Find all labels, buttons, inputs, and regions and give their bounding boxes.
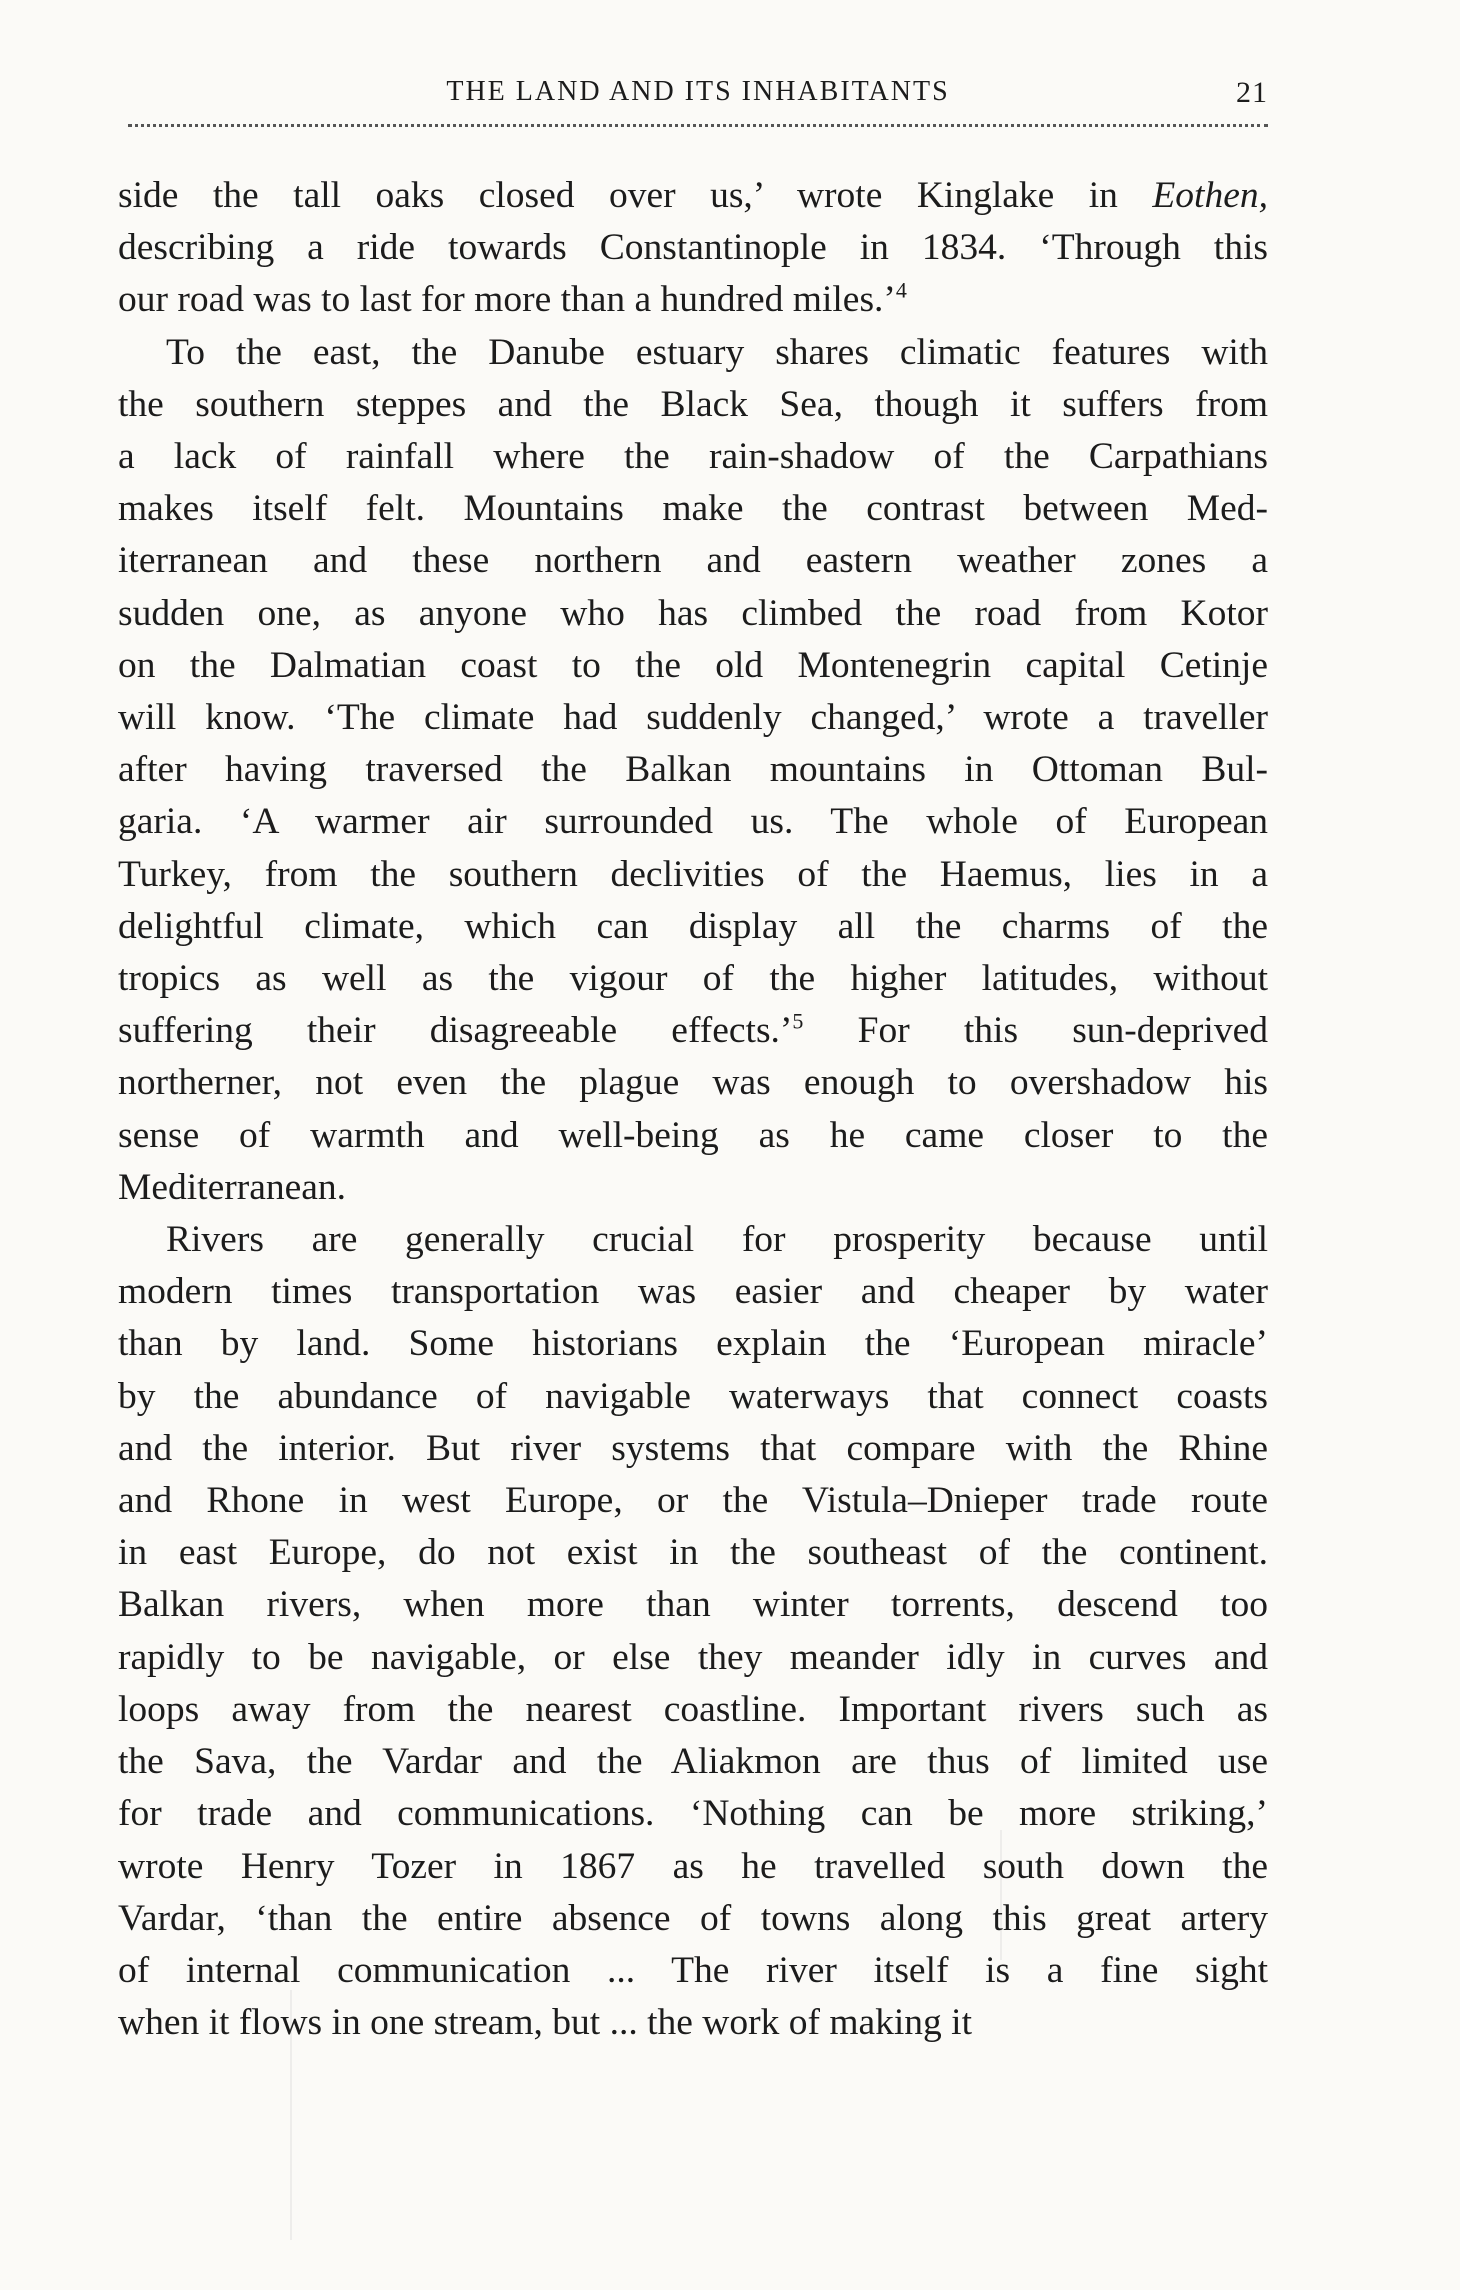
- line-text: loops away from the nearest coastline. Important rivers such as: [118, 1688, 1268, 1730]
- text-line: [118, 744, 1268, 796]
- line-text: Mediterranean.: [118, 1166, 347, 1208]
- line-text: on the Dalmatian coast to the old Montenegrin capital Cetinje: [118, 644, 1268, 686]
- text-line: [118, 1893, 1268, 1945]
- line-text: To the east, the Danube estuary shares climatic features with: [166, 331, 1268, 373]
- text-line: [118, 1736, 1268, 1788]
- line-text: northerner, not even the plague was enough to overshadow his: [118, 1062, 1268, 1104]
- running-title: THE LAND AND ITS INHABITANTS: [446, 76, 950, 107]
- paragraph: [118, 1214, 1268, 2049]
- text-line: [118, 222, 1268, 274]
- text-line: [118, 901, 1268, 953]
- text-line: [118, 1371, 1268, 1423]
- paragraph: [118, 170, 1268, 327]
- line-text: and the interior. But river systems that compare with the Rhine: [118, 1427, 1268, 1469]
- text-line: [118, 1057, 1268, 1109]
- line-text: sudden one, as anyone who has climbed the road from Kotor: [118, 592, 1268, 634]
- running-head: [128, 72, 1268, 116]
- text-line: [118, 1423, 1268, 1475]
- text-line: [118, 1841, 1268, 1893]
- text-line: [118, 1214, 1268, 1266]
- line-text: Balkan rivers, when more than winter torrents, descend too: [118, 1584, 1268, 1626]
- page-number: 21: [1236, 76, 1268, 109]
- text-line: [118, 953, 1268, 1005]
- line-text: for trade and communications. ‘Nothing can be more striking,’: [118, 1793, 1268, 1835]
- text-line: [118, 1162, 1268, 1214]
- line-text: a lack of rainfall where the rain-shadow of the Carpathians: [118, 436, 1268, 478]
- text-line: [118, 1632, 1268, 1684]
- line-text: garia. ‘A warmer air surrounded us. The whole of European: [118, 801, 1268, 843]
- line-text: side the tall oaks closed over us,’ wrote Kinglake in: [118, 175, 1153, 216]
- text-line: [118, 483, 1268, 535]
- text-line: [118, 849, 1268, 901]
- text-line: [118, 379, 1268, 431]
- text-line: [118, 640, 1268, 692]
- text-line: [118, 588, 1268, 640]
- text-line: [118, 796, 1268, 848]
- footnote-marker: 5: [792, 1008, 804, 1034]
- text-line: [118, 1266, 1268, 1318]
- text-line: [118, 535, 1268, 587]
- body-text: [118, 170, 1268, 2049]
- line-text: iterranean and these northern and eastern weather zones a: [118, 540, 1268, 582]
- text-line: [118, 692, 1268, 744]
- line-text: Turkey, from the southern declivities of the Haemus, lies in a: [118, 853, 1268, 895]
- text-line: [118, 1788, 1268, 1840]
- text-line: [118, 1318, 1268, 1370]
- text-line: [118, 431, 1268, 483]
- text-line: [118, 274, 1268, 326]
- line-text: sense of warmth and well-being as he came closer to the: [118, 1114, 1268, 1156]
- text-line: [118, 327, 1268, 379]
- footnote-marker: 4: [895, 277, 907, 303]
- line-text: our road was to last for more than a hundred miles.’: [118, 279, 896, 321]
- scan-mark: [1000, 1830, 1002, 1960]
- line-text: Vardar, ‘than the entire absence of towns along this great artery: [118, 1897, 1268, 1939]
- text-line: [118, 1579, 1268, 1631]
- line-text: the Sava, the Vardar and the Aliakmon are thus of limited use: [118, 1741, 1268, 1783]
- line-text: of internal communication ... The river itself is a fine sight: [118, 1949, 1268, 1991]
- line-text: in east Europe, do not exist in the southeast of the continent.: [118, 1532, 1268, 1574]
- line-text: will know. ‘The climate had suddenly changed,’ wrote a traveller: [118, 697, 1268, 739]
- book-title-italic: Eothen,: [1152, 175, 1268, 216]
- line-text: the southern steppes and the Black Sea, though it suffers from: [118, 383, 1268, 425]
- line-text: modern times transportation was easier and cheaper by water: [118, 1271, 1268, 1313]
- text-line: [118, 1527, 1268, 1579]
- line-text: describing a ride towards Constantinople in 1834. ‘Through this: [118, 227, 1268, 269]
- line-text: Rivers are generally crucial for prosperity because until: [166, 1219, 1268, 1261]
- line-text: wrote Henry Tozer in 1867 as he travelled south down the: [118, 1845, 1268, 1887]
- line-text: tropics as well as the vigour of the higher latitudes, without: [118, 958, 1268, 1000]
- line-text: rapidly to be navigable, or else they meander idly in curves and: [118, 1636, 1268, 1678]
- line-text: than by land. Some historians explain the ‘European miracle’: [118, 1323, 1268, 1365]
- scan-mark: [290, 1990, 292, 2240]
- line-text: by the abundance of navigable waterways that connect coasts: [118, 1375, 1268, 1417]
- text-line: [118, 1684, 1268, 1736]
- line-text: after having traversed the Balkan mountains in Ottoman Bul-: [118, 749, 1268, 791]
- line-text: and Rhone in west Europe, or the Vistula–Dnieper trade route: [118, 1480, 1268, 1522]
- text-line: [118, 1110, 1268, 1162]
- line-text: suffering their disagreeable effects.’: [118, 1010, 793, 1052]
- line-text: makes itself felt. Mountains make the contrast between Med-: [118, 488, 1268, 530]
- text-line: [118, 170, 1268, 222]
- text-line: [118, 1475, 1268, 1527]
- line-text: when it flows in one stream, but ... the work of making it: [118, 2002, 973, 2044]
- line-text: delightful climate, which can display all the charms of the: [118, 905, 1268, 947]
- line-text: For this sun-deprived: [803, 1010, 1268, 1052]
- text-line: [118, 1005, 1268, 1057]
- paragraph: [118, 327, 1268, 1214]
- header-rule: [128, 124, 1268, 127]
